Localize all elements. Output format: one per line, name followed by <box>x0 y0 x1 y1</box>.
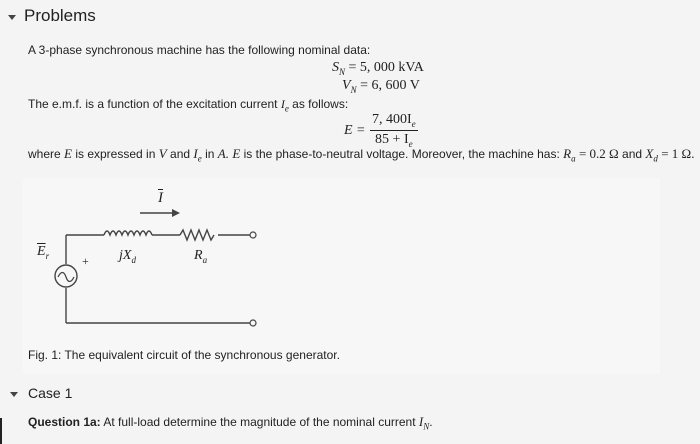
source-plus: + <box>82 254 89 268</box>
nominal-voltage: $V_N = 6$, 600 V <box>342 78 420 95</box>
left-edge-bar <box>0 418 2 444</box>
equation-fraction: $\frac{7, 400I_e}{85 + I_e}$ <box>372 112 416 149</box>
terminal-top <box>250 232 256 238</box>
source-label: $\overline{E}_r$ <box>37 244 50 261</box>
section-title: Problems <box>24 6 96 25</box>
circuit-figure <box>22 178 660 374</box>
terminal-bottom <box>250 320 256 326</box>
current-arrow-head <box>172 209 180 217</box>
reactance-coil <box>104 231 152 235</box>
case-title: Case 1 <box>28 385 73 401</box>
figure-caption: Fig. 1: The equivalent circuit of the synchronous generator. <box>28 348 340 362</box>
emf-text: The e.m.f. is a function of the excitation current $I_e$ as follows: <box>28 97 349 114</box>
current-label: $\overline{I}$ <box>158 190 163 206</box>
where-line: where E is expressed in V and $I_e$ in A. E is the phase-to-neutral voltage. Moreover, the machine has: $R_a = 0.2$ Ω and $X_d = 1$ Ω. <box>28 146 695 164</box>
resistor <box>180 230 214 240</box>
nominal-power: $S_N = 5$, 000 kVA <box>332 60 424 77</box>
intro-text: A 3-phase synchronous machine has the following nominal data: <box>28 43 371 57</box>
equation-lhs: E = <box>344 123 366 138</box>
collapse-chevron-icon[interactable] <box>8 15 16 20</box>
question-line: Question 1a: At full-load determine the magnitude of the nominal current $I_N$. <box>28 414 433 432</box>
resistance-label: $R_a$ <box>194 248 208 265</box>
reactance-label: $jX_d$ <box>119 248 136 265</box>
sine-icon <box>58 273 74 282</box>
case-chevron-icon[interactable] <box>10 392 18 397</box>
circuit-diagram <box>22 178 660 374</box>
